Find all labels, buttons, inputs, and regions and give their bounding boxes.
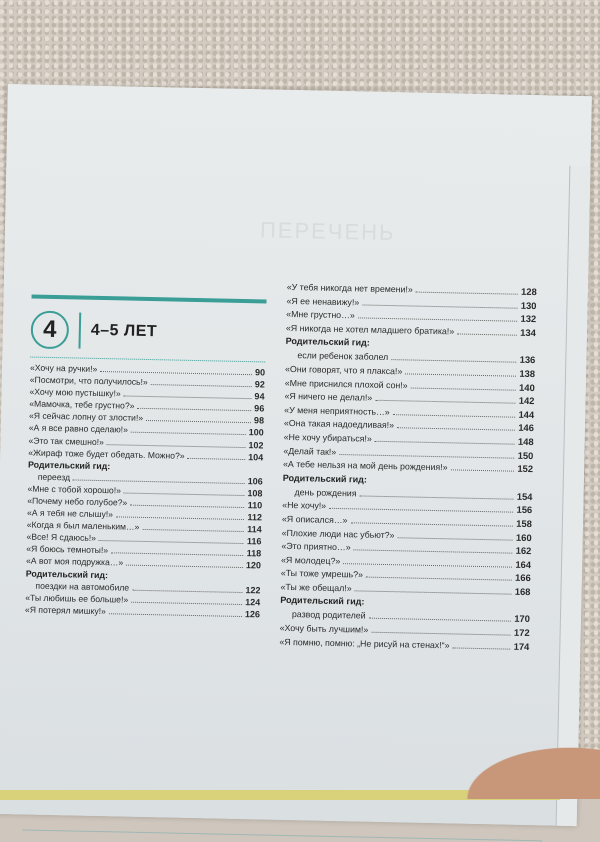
dot-leader [73,472,245,484]
entry-page-number: 160 [515,531,532,543]
entry-page-number: 130 [520,299,537,311]
entry-page-number: 172 [513,626,530,639]
toc-left-list [25,362,265,621]
section-label: Родительский гид: [25,567,109,580]
entry-title: «Ты любишь ее больше!» [25,592,129,605]
entry-page-number: 166 [515,572,531,584]
entry-title: «Я помню, помню: „Не рисуй на стенах!“» [279,636,450,651]
dot-leader [107,437,246,448]
entry-title: «Плохие люди нас убьют?» [281,527,395,540]
entry-page-number: 156 [516,504,533,516]
entry-page-number: 96 [254,403,265,414]
entry-page-number: 126 [244,608,261,620]
entry-page-number: 154 [516,490,533,502]
entry-title: «Я никогда не хотел младшего братика!» [285,322,455,337]
entry-title: «А я все равно сделаю!» [28,422,129,436]
entry-title: «У меня неприятность…» [284,404,390,417]
dot-leader [109,606,242,617]
dot-leader [126,558,243,568]
entry-page-number: 150 [517,449,534,461]
dot-leader [142,522,244,532]
entry-page-number: 106 [247,475,263,487]
entry-page-number: 92 [254,379,265,390]
entry-title: «Я сейчас лопну от злости!» [28,410,144,424]
dot-leader [131,594,242,604]
entry-title: «Мне с тобой хорошо!» [27,483,122,496]
entry-page-number: 152 [517,462,534,475]
page-bottom-rule [22,829,542,841]
hand-shape [450,739,600,799]
entry-title: «Я ее ненавижу!» [286,295,360,307]
entry-page-number: 94 [254,391,265,402]
entry-page-number: 118 [246,548,262,559]
entry-page-number: 116 [246,536,262,547]
dot-leader [405,366,516,376]
entry-page-number: 120 [245,560,262,571]
entry-page-number: 108 [247,487,263,499]
chapter-title: 4–5 ЛЕТ [90,321,158,341]
entry-title: день рождения [294,486,357,499]
dot-leader [416,285,518,295]
entry-title: «Хочу на ручки!» [29,362,98,374]
entry-title: «А тебе нельзя на мой день рождения!» [282,458,448,473]
dot-leader [132,582,242,592]
entry-page-number: 98 [253,415,265,426]
entry-title: «А вот моя подружка…» [25,555,124,568]
dot-leader [99,533,244,544]
dot-leader [131,425,246,435]
dot-leader [457,326,517,335]
toc-right-column [279,280,537,653]
entry-title: «Хочу мою пустышку!» [29,386,121,399]
dot-leader [359,488,513,499]
dot-leader [350,515,513,526]
entry-page-number: 112 [247,512,263,523]
entry-title: «Мне грустно…» [286,309,355,321]
entry-title: «Не хочу убираться!» [283,431,372,444]
dot-leader [375,434,515,445]
entry-title: «Почему небо голубое?» [27,495,128,508]
dot-leader [371,625,511,636]
dot-leader [137,401,251,411]
entry-title: «Я потерял мишку!» [24,604,106,616]
entry-page-number: 144 [518,408,535,420]
dot-leader [100,364,252,375]
dot-leader [375,393,516,404]
entry-page-number: 128 [520,285,537,298]
dot-leader [369,611,512,622]
entry-page-number: 148 [517,435,534,448]
dot-leader [124,389,252,400]
entry-title: «Все! Я сдаюсь!» [26,531,97,544]
entry-title: «Хочу быть лучшим!» [279,622,369,635]
dot-leader [411,380,517,390]
entry-page-number: 146 [518,422,535,434]
entry-page-number: 136 [519,354,536,366]
entry-page-number: 170 [514,613,531,625]
dot-leader [452,640,510,649]
chapter-number-circle: 4 [30,311,69,350]
section-label: Родительский гид: [27,459,111,471]
dot-leader [354,542,513,553]
dot-leader [146,413,251,423]
entry-page-number: 124 [245,596,261,607]
entry-title: «Мамочка, тебе грустно?» [29,398,135,411]
dot-leader [188,450,246,459]
section-label: Родительский гид: [282,472,368,485]
entry-title: если ребенок заболел [297,350,389,363]
dot-leader [366,570,512,581]
entry-title: поездки на автомобиле [35,580,130,593]
dot-leader [111,546,244,557]
dot-leader [397,530,513,540]
dot-leader [355,583,512,594]
entry-title: «Не хочу!» [282,500,327,512]
entry-title: «Они говорят, что я плакса!» [284,363,403,377]
dot-leader [397,421,515,431]
entry-title: «Делай так!» [283,445,337,457]
entry-page-number: 164 [515,558,532,570]
dot-leader [339,447,515,459]
entry-title: переезд [37,471,71,483]
entry-page-number: 138 [519,367,536,380]
dot-leader [393,407,516,418]
entry-page-number: 162 [515,544,532,557]
entry-title: «Я описался…» [281,513,348,526]
entry-title: «У тебя никогда нет времени!» [286,281,413,295]
toc-left-column [25,295,267,621]
entry-page-number: 102 [248,439,264,450]
entry-page-number: 134 [520,326,537,338]
dot-leader [451,462,515,471]
entry-page-number: 104 [248,451,264,463]
dot-leader [362,297,518,308]
dot-leader [358,311,518,322]
entry-title: «Я ничего не делал!» [284,391,373,403]
dot-leader [124,485,245,496]
dot-leader [116,509,245,520]
entry-title: «Ты же обещал!» [280,581,352,594]
entry-page-number: 100 [248,427,264,438]
entry-title: «Я молодец?» [280,554,341,566]
dot-leader [329,501,514,513]
entry-title: «Посмотри, что получилось!» [29,374,148,388]
entry-page-number: 132 [520,312,537,325]
entry-title: «Я боюсь темноты!» [26,543,109,556]
entry-title: «А я тебя не слышу!» [26,507,114,520]
chapter-header [30,309,266,356]
entry-page-number: 114 [247,524,262,535]
toc-right-list [279,280,537,653]
entry-title: «Это так смешно!» [28,435,104,447]
entry-page-number: 90 [254,367,266,378]
entry-page-number: 110 [247,500,263,511]
section-label: Родительский гид: [285,336,370,349]
entry-title: «Когда я был маленьким…» [26,519,140,532]
dot-leader [151,377,252,387]
dot-leader [130,498,245,508]
book-page [0,84,592,826]
entry-page-number: 158 [516,517,533,529]
entry-title: «Жираф тоже будет обедать. Можно?» [28,447,185,461]
entry-page-number: 174 [513,640,530,652]
entry-title: развод родителей [291,609,366,622]
entry-title: «Это приятно…» [281,540,351,553]
dot-leader [391,352,517,363]
entry-title: «Она такая надоедливая!» [283,418,395,431]
section-label: Родительский гид: [280,595,365,608]
show-through-heading: ПЕРЕЧЕНЬ [259,217,396,246]
entry-page-number: 168 [514,585,531,597]
entry-page-number: 140 [518,381,535,393]
entry-title: «Ты тоже умрешь?» [280,568,364,580]
entry-title: «Мне приснился плохой сон!» [284,377,408,390]
entry-page-number: 142 [518,394,535,407]
chapter-separator [78,313,81,349]
entry-page-number: 122 [245,584,261,595]
chapter-accent-bar [32,295,267,304]
dot-leader [343,556,512,568]
